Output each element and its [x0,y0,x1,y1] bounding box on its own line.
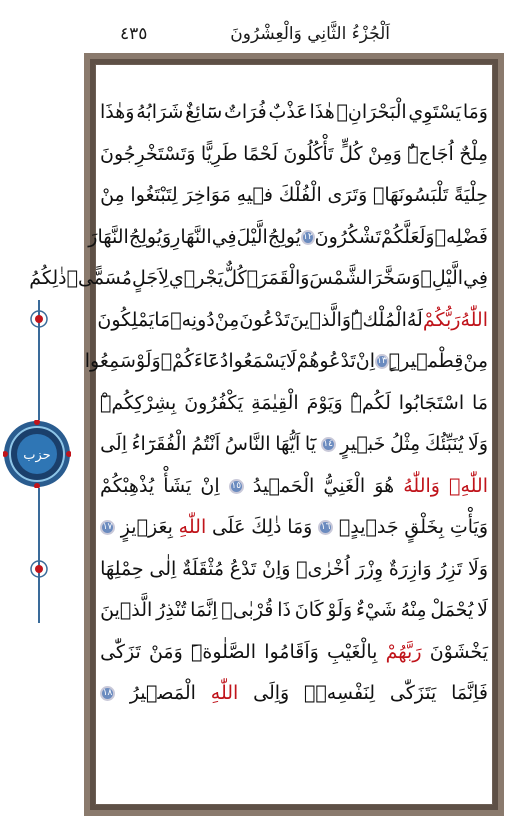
word: دُونِهٖ [170,308,215,331]
word: الْمَصٖيرُ [129,682,196,705]
word: وَمَنْ [148,640,183,663]
word: اِلَى [100,433,127,456]
word: الْبَحْرَانِۗ [336,101,407,124]
word: اللّٰهِۚ [449,474,488,497]
text-line [100,175,488,217]
word: اللّٰهِ [178,516,207,539]
word: وَاللّٰهُ [403,474,440,497]
word: وَتَسْتَخْرِجُونَ [100,142,196,165]
word: يَسْمَعُوا [228,350,286,373]
word: مَوَاخِرَ [183,184,231,207]
word: فِي [211,225,237,248]
word: حِلْيَةً [454,184,488,207]
word: وَلَا [467,557,488,580]
word: وِزْرَ [355,557,384,580]
word: لِنَفْسِهٖۜ [304,682,376,705]
word: وَلَعَلَّكُمْ [381,225,435,248]
medallion-text: حزب [23,448,51,463]
word: النَّاسُ [224,433,271,456]
word: ذَا [277,599,291,622]
text-line [100,466,488,508]
word: يَتَزَكّٰى [389,682,437,705]
word: يَكْفُرُونَ [184,391,244,414]
word: فَاِنَّمَا [451,682,488,705]
word: بِشِرْكِكُمْۜ [100,391,177,414]
word: فَضْلِهٖ [434,225,488,248]
word: الْقِيٰمَةِ [251,391,299,414]
text-line [100,632,488,674]
word: كُلٍّ [339,142,363,165]
word: اللّٰهِ [210,682,239,705]
word: يُذْهِبْكُمْ [100,474,155,497]
ayah-number-marker: ١٦ [318,520,333,535]
word: لَحْمًا [243,142,278,165]
word: الْفُقَرَٓاءُ [131,433,187,456]
word: مِلْحٌ [459,142,488,165]
word: فُرَاتٌ [224,101,267,124]
ayah-number-marker: ١٢ [301,230,315,245]
word: وَازِرَةٌ [388,557,432,580]
word: يَسْتَوِي [408,101,462,124]
word: حِمْلِهَا [100,557,144,580]
word: فٖيهِ [236,184,274,207]
word: اسْتَجَابُوا [398,391,465,414]
word: مُثْقَلَةٌ [182,557,224,580]
word: قِطْمٖيرٍۜ [388,350,464,373]
word: وَتَرَى [327,184,368,207]
text-line [100,134,488,176]
word: اِنْ [200,474,220,497]
word: الشَّمْسَ [309,267,373,290]
word: بِعَزٖيزٍ [120,516,173,539]
word: لِتَبْتَغُوا [130,184,178,207]
hizb-medallion-icon [3,420,71,488]
flower-ornament-icon [30,560,48,578]
text-line [100,507,488,549]
word: وَمِنْ [367,142,402,165]
word: وَلَوْ [327,599,353,622]
word: يَخْشَوْنَ [429,640,488,663]
word: وَهٰذَا [100,101,135,124]
word: دُعَٓاءَكُمْۚ [160,350,229,373]
word: الْمُلْكُۜ [351,308,407,331]
word: يُولِجُ [267,225,301,248]
word: تُنْذِرُ [156,599,187,622]
word: الَّيْلَ [236,225,268,248]
word: وَمَا [462,101,488,124]
word: تَلْبَسُونَهَاۚ [372,184,449,207]
word: اُجَاجٌۜ [407,142,454,165]
text-line [100,92,488,134]
word: مِنْ [214,308,240,331]
word: لِاَجَلٍ [131,267,169,290]
word: وَيُولِجُ [128,225,172,248]
word: وَمَا [287,516,313,539]
word: شَيْءٌ [355,599,397,622]
flower-ornament-icon [30,310,48,328]
word: رَبُّكُمْ [422,308,461,331]
word: مُسَمًّىۜ [66,267,132,290]
word: الصَّلٰوةَۜ [190,640,256,663]
word: مِنْ [100,184,125,207]
ayah-number-marker: ١٨ [100,686,115,701]
word: مَا [472,391,488,414]
word: اِلٰى [149,557,177,580]
word: اُخْرٰىۜ [296,557,350,580]
word: مِنْ [463,350,488,373]
word: وَيَوْمَ [306,391,343,414]
word: مِثْلُ [389,433,421,456]
word: خَبٖيرٍ [340,433,386,456]
word: تَزَكّٰى [100,640,141,663]
word: شَرَابُهُ [136,101,184,124]
text-line [97,300,488,342]
word: جَدٖيدٍۚ [338,516,399,539]
word: الْغَنِيُّ [323,474,366,497]
word: وَاَقَامُوا [264,640,319,663]
ayah-number-marker: ١٧ [100,520,115,535]
word: مِنْهُ [400,599,427,622]
word: فِي [463,267,488,290]
text-line [84,341,488,383]
word: يُحْمَلْ [430,599,474,622]
word: تَشْكُرُونَ [314,225,381,248]
word: هُوَ [374,474,395,497]
word: بِخَلْقٍ [404,516,445,539]
word: لَا [477,599,488,622]
word: الَّذٖينَ [100,599,153,622]
text-line [88,217,488,259]
juz-title: اَلْجُزْءُ الثَّانِي وَالْعِشْرُونَ [230,24,390,44]
word: وَيَأْتِ [449,516,488,539]
ornament-stem-bottom [38,488,40,623]
word: اَيُّهَا [275,433,301,456]
word: عَلَى [211,516,246,539]
word: رَبَّهُمْ [385,640,422,663]
word: تَدْعُ [229,557,257,580]
word: الْحَمٖيدُ [252,474,315,497]
text-line [100,424,488,466]
text-line [100,549,488,591]
word: وَالَّذٖينَ [289,308,352,331]
word: طَرِيًّا [200,142,238,165]
word: تَدْعُونَ [239,308,290,331]
word: وَاِنْ [262,557,291,580]
word: ذٰلِكَ [251,516,282,539]
word: سَٓائِغٌ [185,101,223,124]
page-number: ٤٣٥ [120,24,148,44]
word: عَذْبٌ [268,101,308,124]
word: اِنَّمَا [190,599,218,622]
word: النَّهَارَ [88,225,129,248]
word: اللّٰهُ [460,308,488,331]
word: وَلَا [467,433,488,456]
text-line [29,258,488,300]
word: يَجْرٖي [168,267,224,290]
word: يَشَأْ [163,474,192,497]
ayah-number-marker: ١٤ [321,437,336,452]
word: وَلَوْ [135,350,161,373]
word: الْفُلْكَ [278,184,322,207]
word: بِالْغَيْبِ [327,640,378,663]
word: تَزِرُ [437,557,463,580]
word: كَانَ [294,599,324,622]
word: قُرْبٰىۜ [221,599,274,622]
word: وَاِلَى [253,682,290,705]
word: وَسَخَّرَ [372,267,421,290]
word: لَكُمْۜ [350,391,391,414]
word: يَمْلِكُونَ [97,308,155,331]
text-line [100,590,488,632]
ayah-number-marker: ١٥ [229,479,244,494]
text-line [100,673,488,715]
word: اِنْ [355,350,375,373]
word: وَالْقَمَرَۘ [246,267,310,290]
word: اَنْتُمُ [191,433,221,456]
word: سَمِعُوا [84,350,136,373]
page-header [90,22,490,52]
word: الَّيْلِۙ [420,267,464,290]
word: يَٓا [304,433,316,456]
word: لَهُ [406,308,423,331]
word: لَا [285,350,297,373]
word: تَدْعُوهُمْ [296,350,356,373]
word: ذٰلِكُمُ [29,267,67,290]
word: هٰذَا [309,101,335,124]
text-line [100,383,488,425]
word: كُلٌّ [223,267,247,290]
word: يُنَبِّئُكَ [424,433,464,456]
word: مَا [154,308,171,331]
ayah-number-marker: ١٣ [375,354,389,369]
word: تَأْكُلُونَ [283,142,334,165]
word: النَّهَارِ [171,225,212,248]
